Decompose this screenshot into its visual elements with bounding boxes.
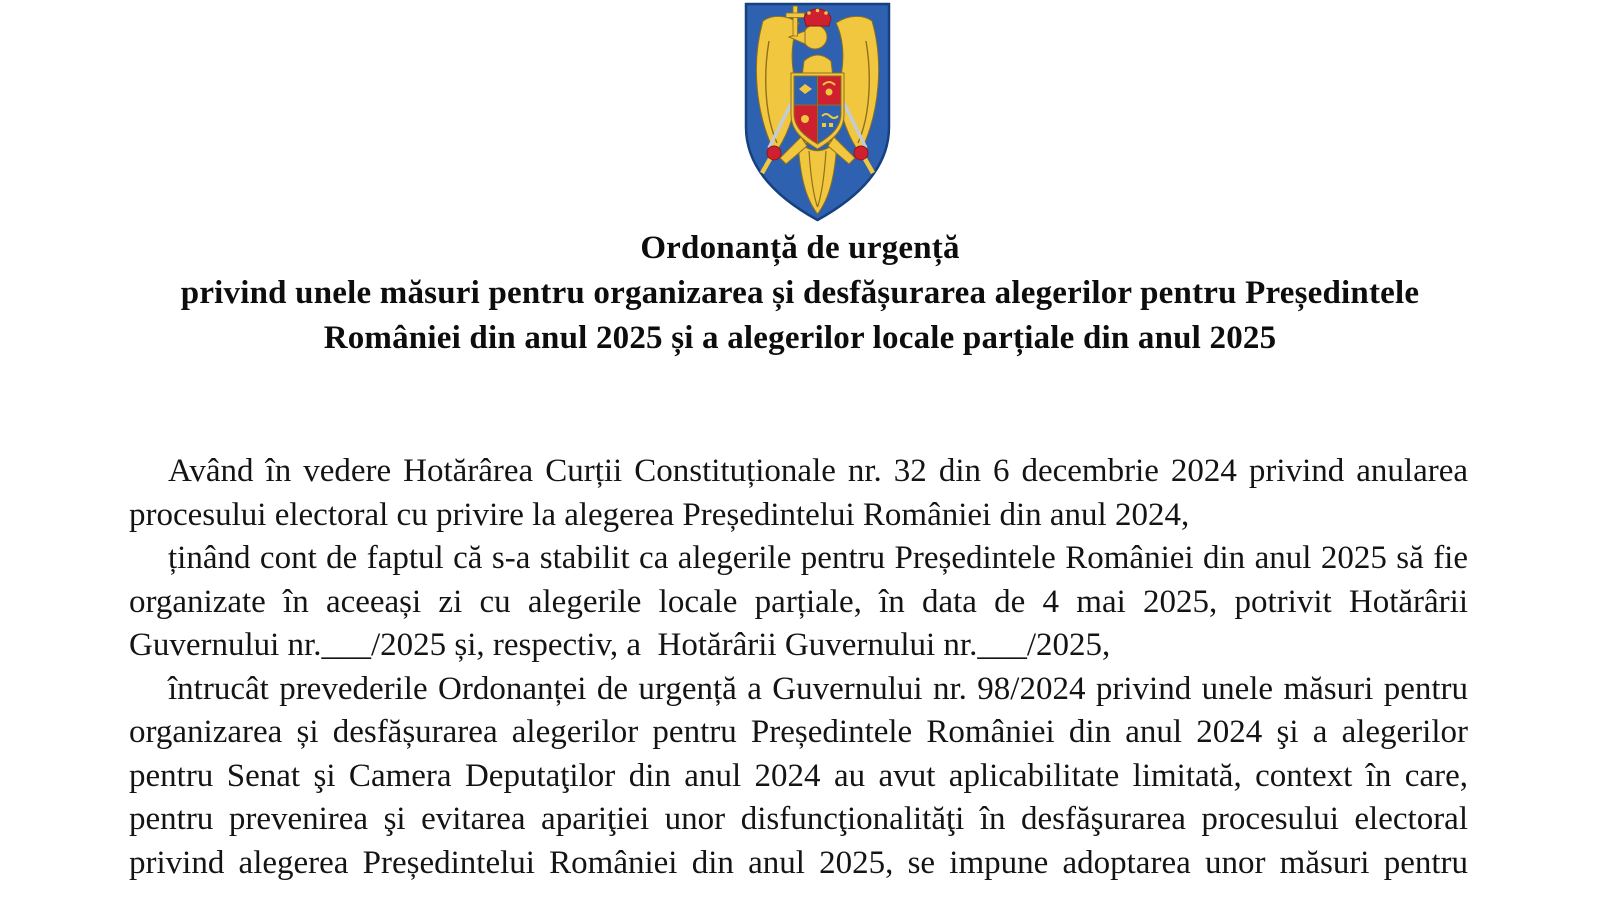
coat-of-arms-icon (743, 1, 892, 223)
paragraph (129, 668, 1468, 886)
text-line: ținând cont de faptul că s-a stabilit ca alegerile pentru Președintele României din anul 2025 să fie (168, 540, 1468, 576)
text-line: întrucât prevederile Ordonanței de urgență a Guvernului nr. 98/2024 privind unele măsuri pentru (168, 670, 1468, 707)
title-line: privind unele măsuri pentru organizarea și desfășurarea alegerilor pentru Președintele (180, 275, 1420, 311)
text-line: procesului electoral cu privire la alegerea Președintelui României din anul 2024, (129, 496, 1190, 533)
text-line: organizarea și desfășurarea alegerilor pentru Președintele României din anul 2024 şi a alegerilor (129, 714, 1468, 750)
document-body (129, 450, 1468, 885)
title-line: României din anul 2025 și a alegerilor locale parțiale din anul 2025 (323, 320, 1277, 356)
text-line: organizate în aceeași zi cu alegerile locale parțiale, în data de 4 mai 2025, potrivit Hotărârii (129, 583, 1468, 620)
text-line: pentru Senat şi Camera Deputaţilor din anul 2024 au avut aplicabilitate limitată, context în care, (129, 757, 1468, 794)
title-line: Ordonanță de urgență (640, 230, 960, 266)
text-line: Având în vedere Hotărârea Curții Constituționale nr. 32 din 6 decembrie 2024 privind anularea (168, 453, 1468, 489)
text-line: pentru prevenirea şi evitarea apariţiei unor disfuncţionalităţi în desfăşurarea procesului electoral (129, 801, 1468, 837)
paragraph (129, 537, 1468, 668)
romanian-coat-of-arms (743, 1, 892, 223)
paragraph (129, 450, 1468, 537)
text-line: privind alegerea Președintelui României din anul 2025, se impune adoptarea unor măsuri pentru (129, 844, 1468, 881)
document-title (0, 226, 1600, 361)
text-line: Guvernului nr.___/2025 și, respectiv, a Hotărârii Guvernului nr.___/2025, (129, 627, 1111, 663)
